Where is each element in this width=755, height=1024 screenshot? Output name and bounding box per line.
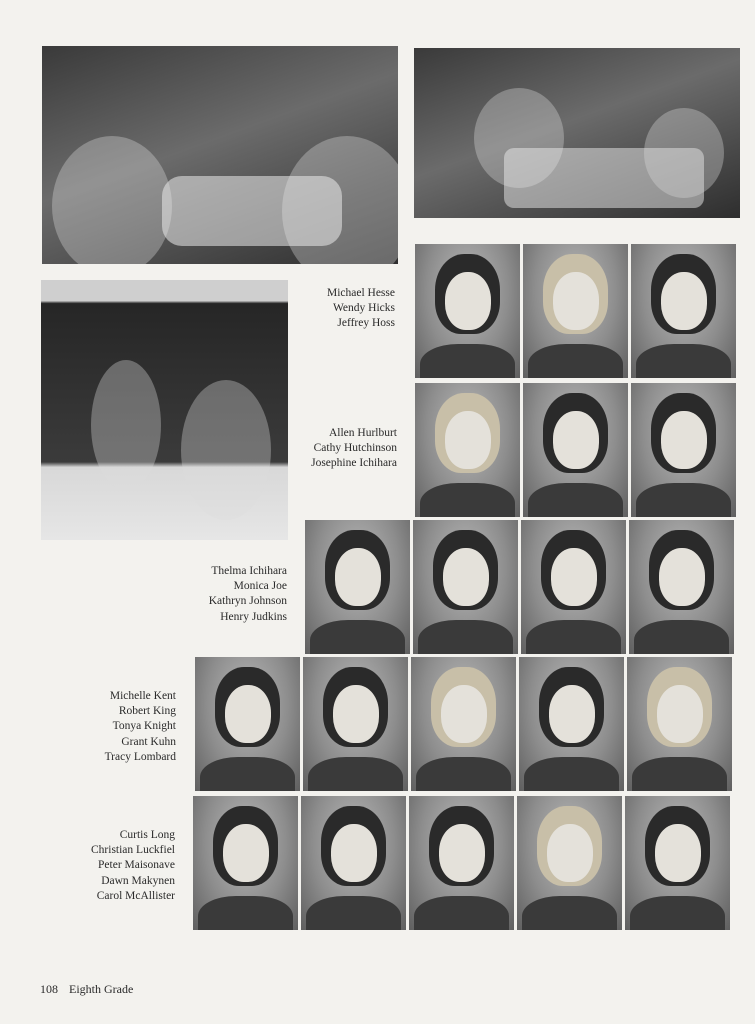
student-name: Robert King (118, 705, 176, 718)
student-portrait (625, 796, 730, 930)
candid-photo-classroom-table (42, 46, 398, 264)
candid-photo-two-girls (41, 280, 288, 540)
student-name: Grant Kuhn (121, 735, 176, 748)
student-portrait (517, 796, 622, 930)
student-name: Michelle Kent (109, 690, 176, 702)
student-portrait (631, 383, 736, 517)
student-portrait (193, 796, 298, 930)
page-number: 108 (40, 982, 58, 996)
student-portrait (413, 520, 518, 654)
student-portrait (301, 796, 406, 930)
student-name: Christian Luckfiel (91, 844, 175, 857)
student-portrait (415, 383, 520, 517)
student-name: Monica Joe (233, 580, 287, 593)
student-portrait (415, 244, 520, 378)
student-name: Henry Judkins (220, 610, 287, 623)
student-name: Curtis Long (119, 829, 175, 841)
section-title: Eighth Grade (69, 982, 134, 996)
student-portrait (303, 657, 408, 791)
student-name: Cathy Hutchinson (313, 442, 397, 455)
student-name: Wendy Hicks (333, 302, 395, 315)
student-portrait (521, 520, 626, 654)
student-portrait (305, 520, 410, 654)
name-list-row-3 (209, 564, 287, 625)
candid-photo-students-studying (414, 48, 740, 218)
student-portrait (627, 657, 732, 791)
student-name: Tracy Lombard (104, 750, 176, 763)
student-name: Carol McAllister (96, 889, 175, 902)
student-name: Allen Hurlburt (328, 427, 397, 439)
student-portrait (523, 244, 628, 378)
student-portrait (411, 657, 516, 791)
student-portrait (523, 383, 628, 517)
student-name: Dawn Makynen (101, 874, 175, 887)
name-list-row-5 (91, 828, 175, 904)
name-list-row-4 (105, 689, 176, 765)
student-name: Kathryn Johnson (208, 595, 287, 608)
student-portrait (195, 657, 300, 791)
student-name: Tonya Knight (112, 720, 176, 733)
student-portrait (631, 244, 736, 378)
name-list-row-1 (327, 286, 395, 332)
student-portrait (409, 796, 514, 930)
name-list-row-2 (311, 426, 397, 472)
student-name: Thelma Ichihara (211, 565, 287, 577)
student-portrait (519, 657, 624, 791)
student-name: Jeffrey Hoss (337, 317, 395, 330)
student-name: Peter Maisonave (98, 859, 175, 872)
page-footer (40, 982, 133, 997)
student-portrait (629, 520, 734, 654)
student-name: Michael Hesse (326, 287, 395, 299)
student-name: Josephine Ichihara (311, 457, 397, 470)
